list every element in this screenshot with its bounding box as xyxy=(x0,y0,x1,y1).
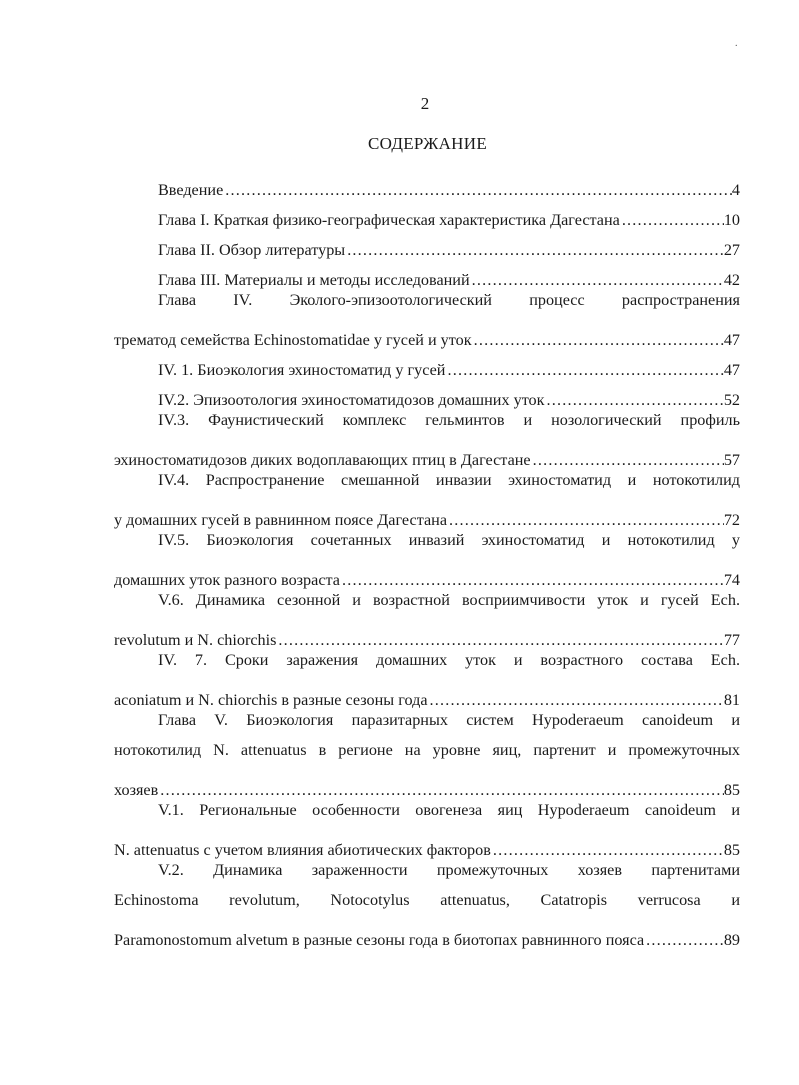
toc-entry-section-5-2-line1[interactable] xyxy=(114,860,740,890)
toc-entry-text: IV.4. Распространение смешанной инвазии эхиностоматид и нотокотилид xyxy=(158,471,740,489)
toc-entry-section-4-4-line1[interactable] xyxy=(114,470,740,500)
toc-leader-dots xyxy=(445,360,723,380)
toc-entry-text: у домашних гусей в равнинном поясе Дагестана xyxy=(114,511,447,529)
toc-leader-dots xyxy=(472,330,724,350)
toc-entry-chapter-1[interactable] xyxy=(114,200,740,230)
toc-entry-section-4-1[interactable] xyxy=(114,350,740,380)
toc-leader-dots xyxy=(158,780,724,800)
toc-page-number: 4 xyxy=(731,181,740,199)
toc-entry-section-5-2[interactable] xyxy=(114,920,740,950)
toc-entry-chapter-3[interactable] xyxy=(114,260,740,290)
toc-leader-dots xyxy=(276,630,723,650)
toc-entry-text: revolutum и N. chiorchis xyxy=(114,631,277,649)
toc-entry-text: нотокотилид N. attenuatus в регионе на уровне яиц, партенит и промежуточных xyxy=(114,741,740,759)
toc-entry-section-4-3[interactable] xyxy=(114,440,740,470)
toc-leader-dots xyxy=(340,570,724,590)
toc-entry-section-4-2[interactable] xyxy=(114,380,740,410)
toc-leader-dots xyxy=(531,450,724,470)
toc-entry-chapter-5[interactable] xyxy=(114,770,740,800)
toc-entry-text: Глава IV. Эколого-эпизоотологический процесс распространения xyxy=(158,291,740,309)
toc-page-number: 85 xyxy=(723,841,740,859)
toc-page-number: 47 xyxy=(723,361,740,379)
page-title: СОДЕРЖАНИЕ xyxy=(367,134,488,153)
toc-entry-text: aconiatum и N. chiorchis в разные сезоны года xyxy=(114,691,428,709)
toc-entry-chapter-2[interactable] xyxy=(114,230,740,260)
toc-leader-dots xyxy=(470,270,724,290)
toc-entry-text: Глава III. Материалы и методы исследований xyxy=(158,271,470,289)
toc-entry-text: Глава V. Биоэкология паразитарных систем Hypoderaeum canoideum и xyxy=(158,711,740,729)
toc-leader-dots xyxy=(491,840,724,860)
toc-leader-dots xyxy=(447,510,724,530)
toc-entry-chapter-5-line1[interactable] xyxy=(114,710,740,740)
toc-entry-text: IV.2. Эпизоотология эхиностоматидозов домашних уток xyxy=(158,391,545,409)
toc-entry-text: V.6. Динамика сезонной и возрастной восприимчивости уток и гусей Ech. xyxy=(158,591,740,609)
toc-entry-text: IV. 1. Биоэкология эхиностоматид у гусей xyxy=(158,361,446,379)
toc-entry-section-4-7-line1[interactable] xyxy=(114,650,740,680)
toc-entry-text: трематод семейства Echinostomatidae у гусей и уток xyxy=(114,331,472,349)
toc-entry-text: N. attenuatus с учетом влияния абиотических факторов xyxy=(114,841,491,859)
toc-leader-dots xyxy=(620,210,724,230)
toc-page-number: 57 xyxy=(723,451,740,469)
toc-entry-chapter-4[interactable] xyxy=(114,320,740,350)
toc-leader-dots xyxy=(345,240,724,260)
toc-entry-section-5-1-line1[interactable] xyxy=(114,800,740,830)
toc-leader-dots xyxy=(545,390,724,410)
toc-leader-dots xyxy=(644,930,724,950)
toc-entry-text: хозяев xyxy=(114,781,159,799)
toc-entry-introduction[interactable] xyxy=(114,170,740,200)
toc-entry-text: Paramonostomum alvetum в разные сезоны года в биотопах равнинного пояса xyxy=(114,931,645,949)
toc-page-number: 85 xyxy=(723,781,740,799)
toc-entry-text: IV.3. Фаунистический комплекс гельминтов и нозологический профиль xyxy=(158,411,740,429)
toc-entry-section-5-2-line2[interactable] xyxy=(114,890,740,920)
toc-leader-dots xyxy=(223,180,732,200)
toc-page-number: 77 xyxy=(723,631,740,649)
toc-page-number: 47 xyxy=(723,331,740,349)
toc-entry-chapter-5-line2[interactable] xyxy=(114,740,740,770)
toc-entry-section-4-5[interactable] xyxy=(114,560,740,590)
toc-page-number: 42 xyxy=(723,271,740,289)
toc-entry-section-4-7[interactable] xyxy=(114,680,740,710)
toc-entry-section-4-5-line1[interactable] xyxy=(114,530,740,560)
toc-entry-text: эхиностоматидозов диких водоплавающих птиц в Дагестане xyxy=(114,451,531,469)
toc-entry-section-4-3-line1[interactable] xyxy=(114,410,740,440)
toc-page-number: 89 xyxy=(723,931,740,949)
toc-entry-section-5-1[interactable] xyxy=(114,830,740,860)
toc-page-number: 74 xyxy=(723,571,740,589)
toc-entry-text: Echinostoma revolutum, Notocotylus attenuatus, Catatropis verrucosa и xyxy=(114,891,740,909)
corner-mark: . xyxy=(735,38,738,49)
toc-entry-text: Введение xyxy=(158,181,224,199)
toc-entry-chapter-4-line1[interactable] xyxy=(114,290,740,320)
toc-entry-section-4-4[interactable] xyxy=(114,500,740,530)
toc-entry-section-5-6-line1[interactable] xyxy=(114,590,740,620)
toc-entry-section-5-6[interactable] xyxy=(114,620,740,650)
toc-entry-text: домашних уток разного возраста xyxy=(114,571,340,589)
toc-entry-text: Глава II. Обзор литературы xyxy=(158,241,346,259)
toc-page-number: 72 xyxy=(723,511,740,529)
toc-entry-text: IV. 7. Сроки заражения домашних уток и возрастного состава Ech. xyxy=(158,651,740,669)
toc-entry-text: V.2. Динамика зараженности промежуточных хозяев партенитами xyxy=(158,861,740,879)
toc-entry-text: Глава I. Краткая физико-географическая характеристика Дагестана xyxy=(158,211,620,229)
toc-entry-text: V.1. Региональные особенности овогенеза яиц Hypoderaeum canoideum и xyxy=(158,801,740,819)
toc-page-number: 27 xyxy=(723,241,740,259)
toc-page-number: 10 xyxy=(723,211,740,229)
toc-page-number: 81 xyxy=(723,691,740,709)
toc-leader-dots xyxy=(428,690,724,710)
toc-page-number: 52 xyxy=(723,391,740,409)
toc-entry-text: IV.5. Биоэкология сочетанных инвазий эхиностоматид и нотокотилид у xyxy=(158,531,740,549)
page-number: 2 xyxy=(420,94,430,113)
